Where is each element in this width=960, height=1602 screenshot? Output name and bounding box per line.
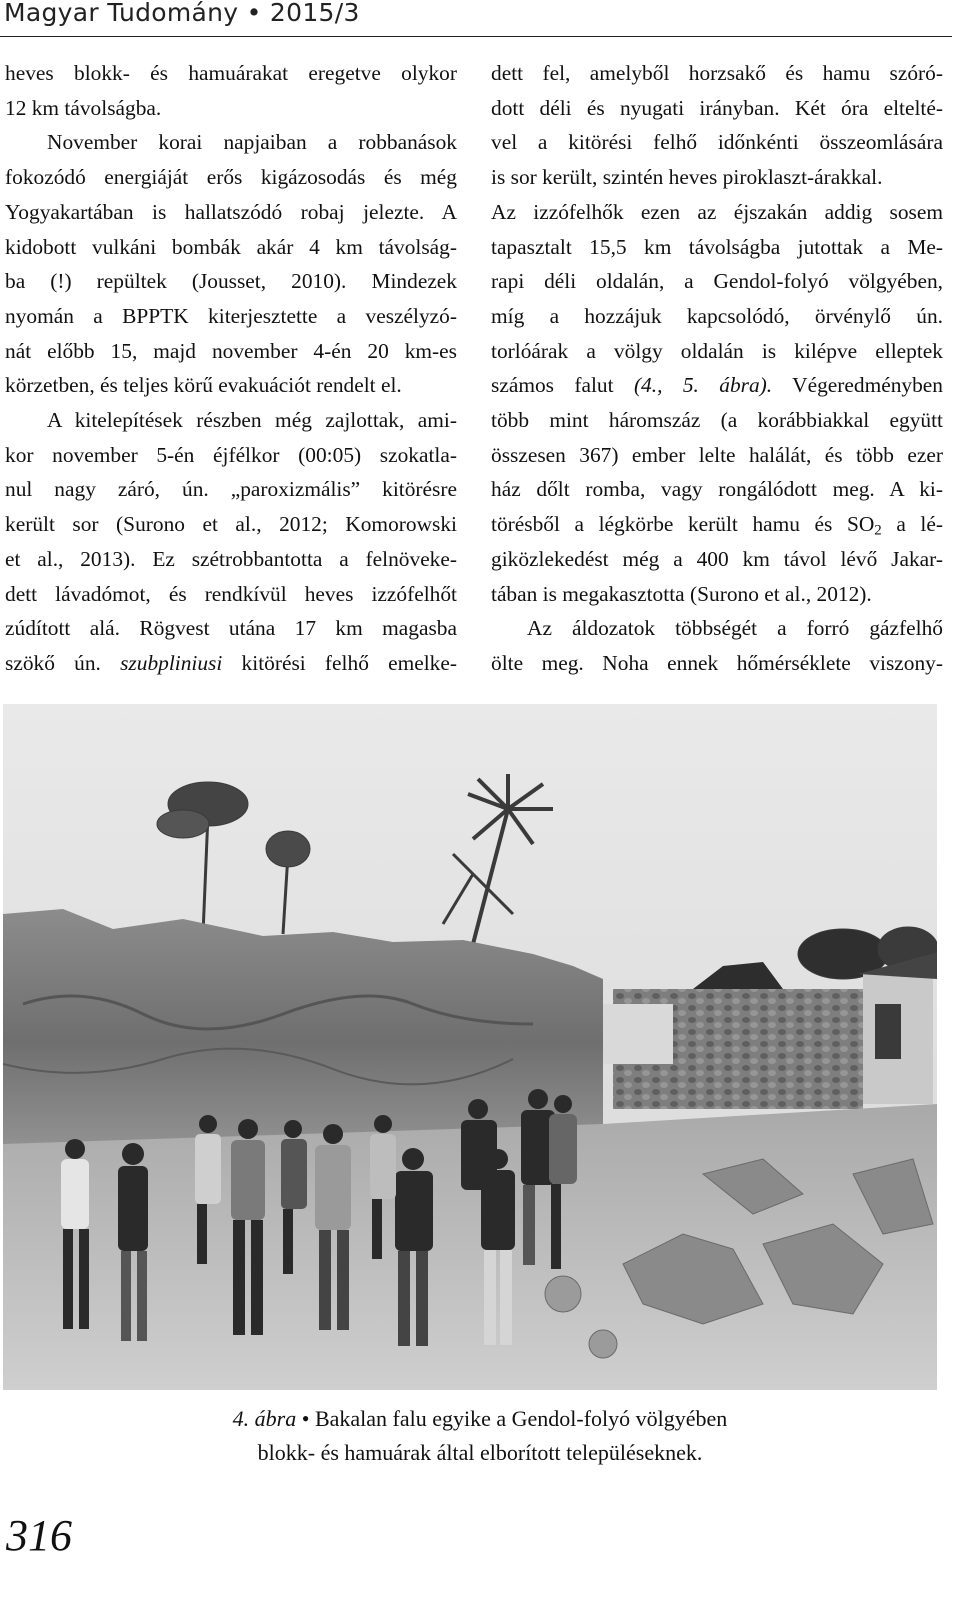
photo-illustration — [3, 704, 937, 1390]
left-column — [5, 56, 457, 681]
caption-bullet: • — [296, 1406, 315, 1431]
subscript: 2 — [874, 522, 882, 539]
text-line: giközlekedést még a 400 km távol lévő Jakar- — [491, 546, 943, 571]
text-run: számos falut — [491, 373, 634, 398]
text-line: tában is megakasztotta (Surono et al., 2012). — [491, 581, 872, 606]
text-line: Yogyakartában is hallatszódó robaj jelezte. A — [5, 199, 457, 224]
text-line: et al., 2013). Ez szétrobbantotta a felnöveke- — [5, 546, 457, 571]
figure-photo — [3, 704, 937, 1390]
text-line: vel a kitörési felhő időnkénti összeomlására — [491, 130, 943, 155]
running-head: Magyar Tudomány • 2015/3 — [4, 0, 360, 27]
right-column — [491, 56, 943, 681]
text-run: Végeredményben — [772, 373, 943, 398]
page-number: 316 — [6, 1511, 72, 1560]
header-rule — [0, 36, 952, 37]
text-line: ház dőlt romba, vagy rongálódott meg. A ki- — [491, 477, 943, 502]
text-line: míg a hozzájuk kapcsolódó, örvénylő ún. — [491, 303, 943, 328]
text-line: dett lávadómot, és rendkívül heves izzófelhőt — [5, 581, 457, 606]
text-line: kidobott vulkáni bombák akár 4 km távolság- — [5, 234, 457, 259]
text-line: zúdított alá. Rögvest utána 17 km magasba — [5, 616, 457, 641]
text-line: ba (!) repültek (Jousset, 2010). Mindezek — [5, 269, 457, 294]
figure-reference: (4., 5. ábra). — [633, 373, 773, 398]
text-line: rapi déli oldalán, a Gendol-folyó völgyében, — [491, 269, 943, 294]
text-line: körzetben, és teljes körű evakuációt rendelt el. — [5, 373, 402, 398]
text-line: November korai napjaiban a robbanások — [47, 130, 457, 155]
text-line: Az áldozatok többségét a forró gázfelhő — [527, 616, 943, 641]
text-line: nyomán a BPPTK kiterjesztette a veszélyzó- — [5, 303, 457, 328]
text-line: dett fel, amelyből horzsakő és hamu szóró- — [491, 61, 943, 85]
text-run: törésből a légkörbe került hamu és SO — [491, 512, 875, 537]
caption-line: blokk- és hamuárak által elborított településeknek. — [257, 1440, 703, 1465]
italic-term: szubpliniusi — [120, 650, 223, 675]
text-line — [5, 646, 457, 681]
caption-line — [0, 1402, 960, 1436]
text-line: dott déli és nyugati irányban. Két óra eltelté- — [491, 95, 943, 120]
text-line: nul nagy záró, ún. „paroxizmális” kitörésre — [5, 477, 457, 502]
text-line: kor november 5-én éjfélkor (00:05) szokatla- — [5, 442, 457, 467]
figure-label: 4. ábra — [232, 1406, 297, 1431]
text-line: torlóárak a völgy oldalán is kilépve elleptek — [491, 338, 943, 363]
text-line: A kitelepítések részben még zajlottak, ami- — [47, 408, 457, 433]
text-line: fokozódó energiáját erős kigázosodás és még — [5, 165, 457, 190]
text-line — [491, 368, 943, 403]
text-line: ölte meg. Noha ennek hőmérséklete viszony- — [491, 650, 943, 675]
figure-caption — [0, 1402, 960, 1470]
text-line: összesen 367) ember lelte halálát, és több ezer — [491, 442, 943, 467]
text-line: is sor került, szintén heves piroklaszt-árakkal. — [491, 165, 883, 190]
text-line: Az izzófelhők ezen az éjszakán addig sosem — [491, 199, 943, 224]
text-line: tapasztalt 15,5 km távolságba jutottak a Me- — [491, 234, 943, 259]
text-line — [491, 507, 943, 542]
text-run: kitörési felhő emelke- — [222, 650, 457, 675]
text-line: nát előbb 15, majd november 4-én 20 km-es — [5, 338, 457, 363]
text-line: 12 km távolságba. — [5, 95, 162, 120]
text-run: szökő ún. — [5, 650, 121, 675]
text-run: a lé- — [881, 512, 943, 537]
text-line: több mint háromszáz (a korábbiakkal együtt — [491, 408, 943, 433]
text-line: került sor (Surono et al., 2012; Komorowski — [5, 512, 457, 537]
text-line: heves blokk- és hamuárakat eregetve olykor — [5, 61, 457, 85]
caption-text: Bakalan falu egyike a Gendol-folyó völgyében — [314, 1406, 728, 1431]
